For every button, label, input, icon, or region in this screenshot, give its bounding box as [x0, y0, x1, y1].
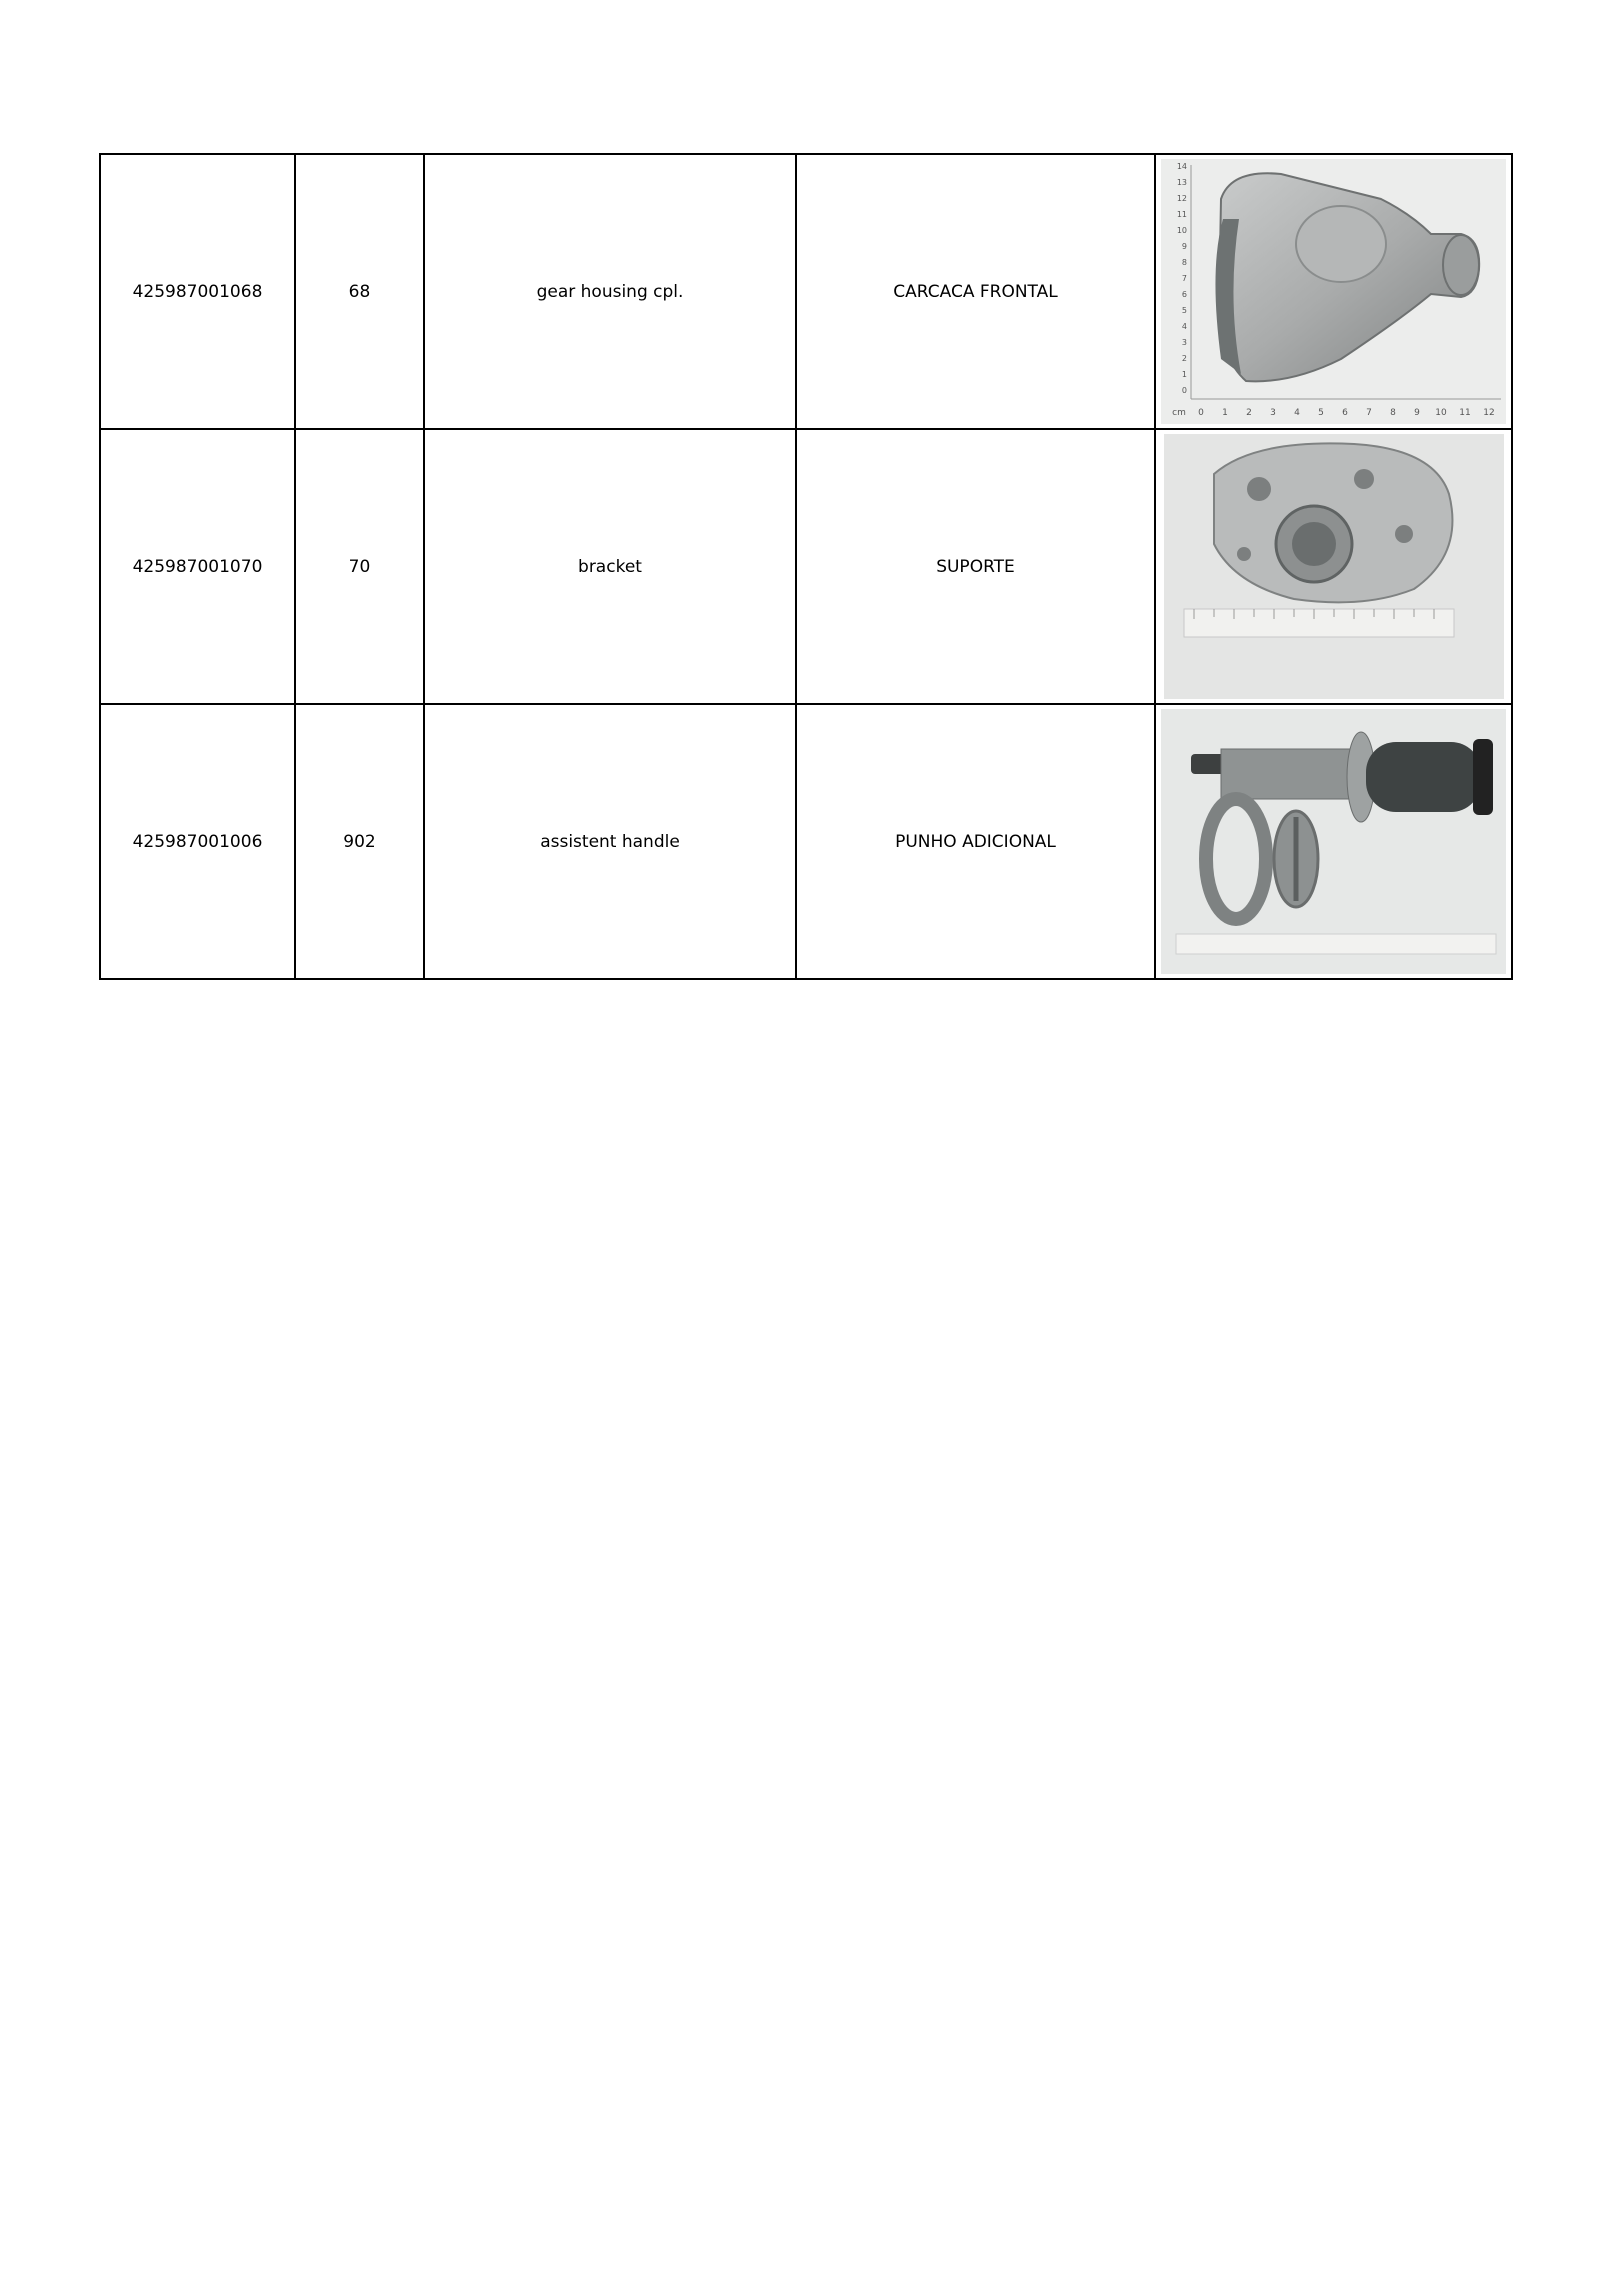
ruler-x-label: 2	[1246, 408, 1252, 418]
ruler-x-label: 5	[1318, 408, 1324, 418]
image-cell	[1155, 429, 1512, 704]
image-cell	[1155, 704, 1512, 979]
ruler-y-label: 10	[1176, 226, 1187, 235]
description-en-cell: assistent handle	[424, 704, 796, 979]
part-number-cell: 425987001070	[100, 429, 295, 704]
ruler-y-label: 14	[1176, 162, 1187, 171]
ruler-y-label: 0	[1181, 386, 1187, 395]
ruler-y-label: 5	[1181, 306, 1187, 315]
description-pt-cell: CARCACA FRONTAL	[796, 154, 1155, 429]
ruler-y-label: 4	[1181, 322, 1187, 331]
ruler-unit: cm	[1172, 408, 1186, 418]
position-cell: 70	[295, 429, 424, 704]
ruler-x-label: 12	[1483, 408, 1495, 418]
ruler-y-label: 3	[1181, 338, 1187, 347]
ruler-x-label: 8	[1390, 408, 1396, 418]
description-en-cell: gear housing cpl.	[424, 154, 796, 429]
table-row	[100, 704, 1512, 979]
ruler-x-label: 10	[1435, 408, 1447, 418]
ruler-y-label: 13	[1176, 178, 1187, 187]
part-number-cell: 425987001006	[100, 704, 295, 979]
ruler-y-label: 1	[1181, 370, 1187, 379]
part-number-cell: 425987001068	[100, 154, 295, 429]
description-pt-cell: PUNHO ADICIONAL	[796, 704, 1155, 979]
image-cell	[1155, 154, 1512, 429]
ruler-x-label: 0	[1198, 408, 1204, 418]
ruler-y-label: 7	[1181, 274, 1187, 283]
description-pt-cell: SUPORTE	[796, 429, 1155, 704]
assistant-handle-photo	[1161, 709, 1506, 974]
ruler-y-label: 11	[1176, 210, 1187, 219]
ruler-x-label: 4	[1294, 408, 1300, 418]
position-cell: 68	[295, 154, 424, 429]
bracket-photo	[1164, 434, 1504, 699]
ruler-x-label: 11	[1459, 408, 1471, 418]
ruler-x-label: 1	[1222, 408, 1228, 418]
parts-table	[99, 153, 1513, 980]
description-en-cell: bracket	[424, 429, 796, 704]
table-row	[100, 154, 1512, 429]
ruler-x-label: 6	[1342, 408, 1348, 418]
gear-housing-photo	[1161, 159, 1506, 424]
position-cell: 902	[295, 704, 424, 979]
ruler-y-label: 9	[1181, 242, 1187, 251]
ruler-y-label: 12	[1176, 194, 1187, 203]
ruler-y-label: 8	[1181, 258, 1187, 267]
ruler-x-label: 7	[1366, 408, 1372, 418]
ruler-x-label: 3	[1270, 408, 1276, 418]
table-row	[100, 429, 1512, 704]
ruler-y-label: 6	[1181, 290, 1187, 299]
ruler-y-label: 2	[1181, 354, 1187, 363]
ruler-x-label: 9	[1414, 408, 1420, 418]
